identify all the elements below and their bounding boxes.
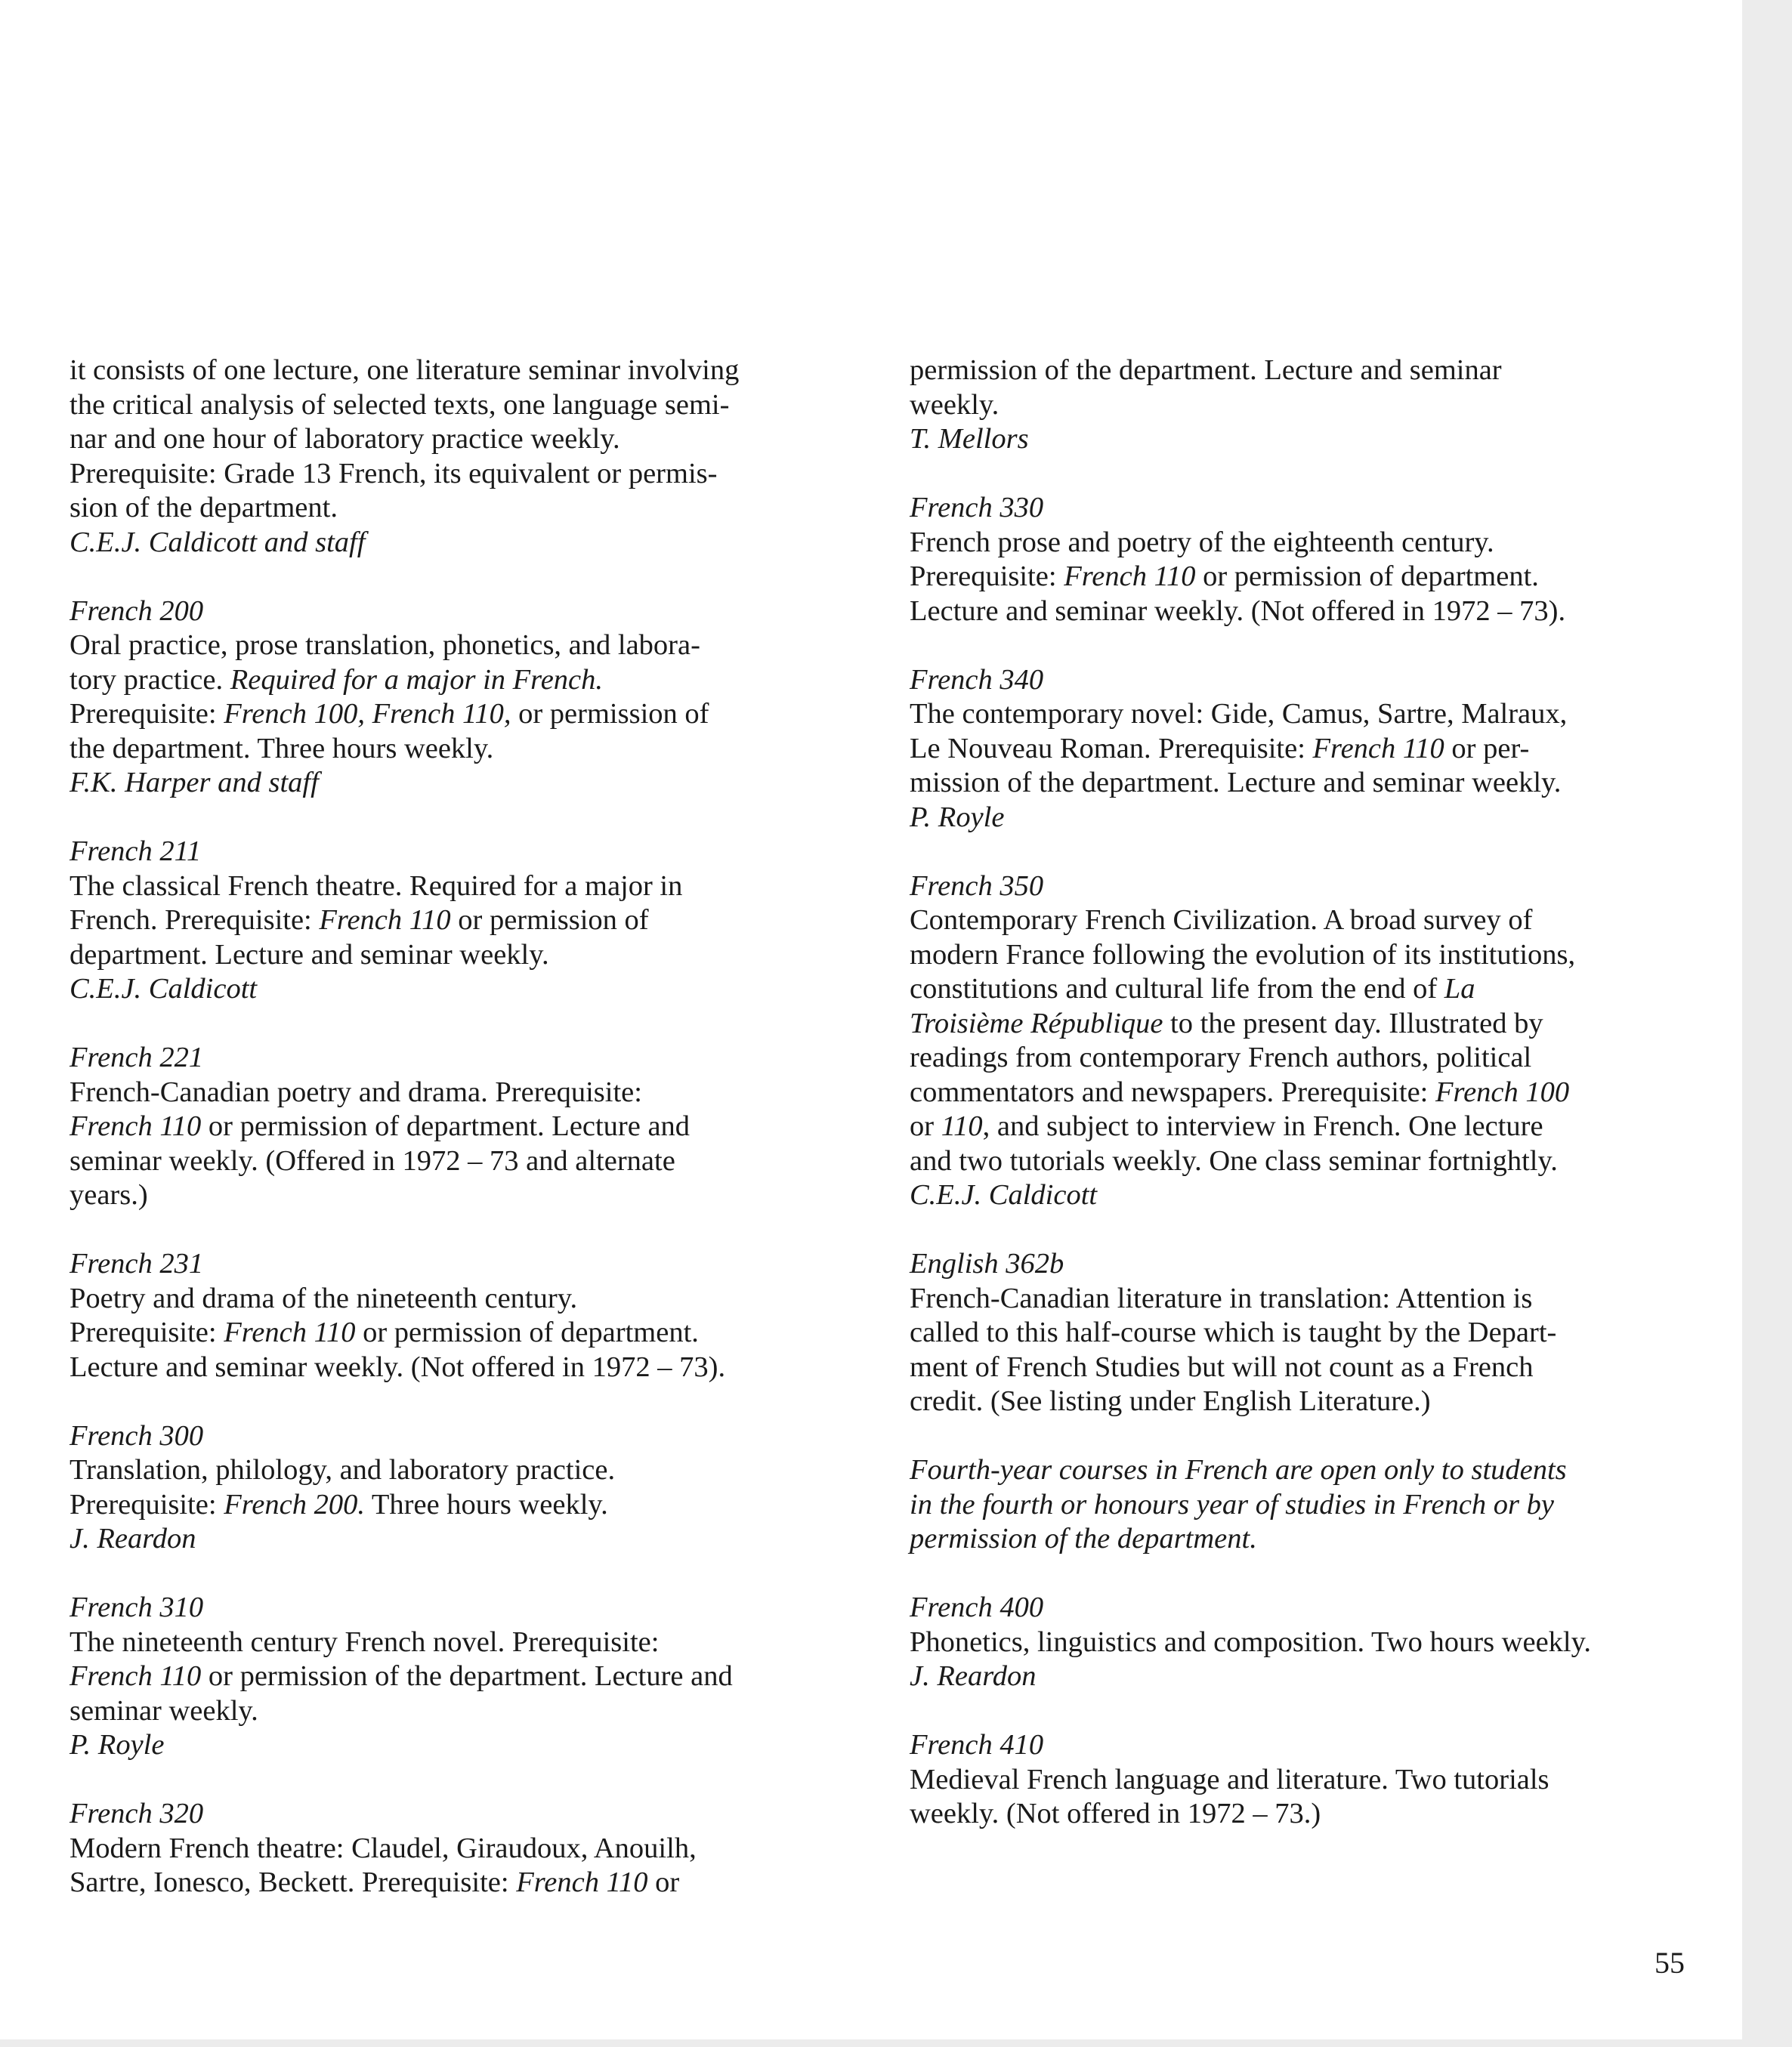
description-line: French-Canadian literature in translation: Attention is: [910, 1282, 1533, 1314]
description-line: French 110 or permission of department. Lecture and: [70, 1110, 691, 1142]
description-line: seminar weekly.: [70, 1694, 258, 1727]
description-line: readings from contemporary French authors, political: [910, 1042, 1532, 1073]
description-line: credit. (See listing under English Literature.): [910, 1385, 1431, 1417]
description-line: Translation, philology, and laboratory practice.: [70, 1454, 616, 1486]
description-line: Prerequisite: French 110 or permission of department.: [910, 560, 1539, 592]
course-entry-french-410: [910, 1728, 1704, 1832]
course-code: French 340: [910, 663, 1044, 696]
description-line: French-Canadian poetry and drama. Prerequisite:: [70, 1076, 642, 1108]
instructor-name: T. Mellors: [910, 423, 1029, 455]
description-line: Prerequisite: French 100, French 110, or permission of: [70, 698, 709, 730]
description-line: or 110, and subject to interview in French. One lecture: [910, 1110, 1543, 1142]
description-line: Contemporary French Civilization. A broad survey of: [910, 904, 1533, 936]
course-entry-english-362b: [910, 1247, 1704, 1419]
course-code: French 300: [70, 1419, 204, 1452]
course-entry-french-330: [910, 491, 1704, 628]
instructor-name: P. Royle: [70, 1729, 165, 1761]
description-line: The classical French theatre. Required for a major in: [70, 869, 683, 902]
right-column: [910, 354, 1704, 1832]
description-line: Prerequisite: French 200. Three hours weekly.: [70, 1488, 608, 1521]
description-line: and two tutorials weekly. One class seminar fortnightly.: [910, 1144, 1558, 1177]
description-line: it consists of one lecture, one literature seminar involving: [70, 354, 740, 386]
description-line: modern France following the evolution of its institutions,: [910, 938, 1576, 971]
course-entry-french-320: [70, 1797, 882, 1900]
description-line: tory practice. Required for a major in French.: [70, 663, 604, 696]
left-column: [70, 354, 882, 1900]
course-code: French 320: [70, 1798, 204, 1829]
instructor-name: J. Reardon: [70, 1523, 196, 1555]
course-entry-french-231: [70, 1247, 882, 1385]
course-code: French 211: [70, 835, 202, 867]
instructor-name: C.E.J. Caldicott and staff: [70, 526, 366, 558]
description-line: Lecture and seminar weekly. (Not offered in 1972 – 73).: [70, 1351, 726, 1383]
description-line: French 110 or permission of the department. Lecture and: [70, 1660, 733, 1692]
continued-entry: [70, 354, 882, 560]
course-entry-french-340: [910, 663, 1704, 835]
description-line: Medieval French language and literature. Two tutorials: [910, 1763, 1549, 1795]
description-line: commentators and newspapers. Prerequisite: French 100: [910, 1076, 1570, 1108]
description-line: Sartre, Ionesco, Beckett. Prerequisite: French 110 or: [70, 1866, 680, 1898]
description-line: ment of French Studies but will not count as a French: [910, 1351, 1534, 1383]
course-entry-french-310: [70, 1591, 882, 1763]
page-number: 55: [1655, 1946, 1685, 1980]
description-line: mission of the department. Lecture and seminar weekly.: [910, 767, 1562, 798]
description-line: Oral practice, prose translation, phonetics, and labora-: [70, 629, 700, 661]
description-line: the critical analysis of selected texts, one language semi-: [70, 388, 730, 421]
course-entry-french-211: [70, 835, 882, 1007]
notice-entry: [910, 1453, 1704, 1557]
description-line: Poetry and drama of the nineteenth century.: [70, 1282, 578, 1314]
notice-line: in the fourth or honours year of studies in French or by: [910, 1488, 1554, 1521]
course-code: French 200: [70, 594, 204, 627]
course-code: French 400: [910, 1592, 1044, 1623]
course-entry-french-350: [910, 869, 1704, 1213]
description-line: the department. Three hours weekly.: [70, 732, 494, 764]
course-entry-french-221: [70, 1041, 882, 1213]
course-code: French 310: [70, 1592, 204, 1623]
course-entry-french-400: [910, 1591, 1704, 1694]
course-code: French 410: [910, 1729, 1044, 1761]
description-line: French. Prerequisite: French 110 or permission of: [70, 904, 649, 936]
course-entry-french-200: [70, 594, 882, 801]
description-line: The contemporary novel: Gide, Camus, Sartre, Malraux,: [910, 698, 1568, 730]
description-line: nar and one hour of laboratory practice weekly.: [70, 423, 620, 455]
description-line: constitutions and cultural life from the end of La: [910, 973, 1475, 1005]
notice-line: permission of the department.: [910, 1523, 1257, 1555]
description-line: French prose and poetry of the eighteenth century.: [910, 526, 1494, 558]
instructor-name: C.E.J. Caldicott: [70, 973, 258, 1005]
instructor-name: J. Reardon: [910, 1660, 1037, 1692]
description-line: years.): [70, 1179, 148, 1211]
description-line: Modern French theatre: Claudel, Giraudoux, Anouilh,: [70, 1832, 697, 1864]
description-line: Phonetics, linguistics and composition. Two hours weekly.: [910, 1626, 1591, 1658]
description-line: Lecture and seminar weekly. (Not offered in 1972 – 73).: [910, 594, 1566, 627]
instructor-name: F.K. Harper and staff: [70, 767, 319, 798]
instructor-name: P. Royle: [910, 801, 1005, 833]
instructor-name: C.E.J. Caldicott: [910, 1179, 1098, 1211]
description-line: permission of the department. Lecture and seminar: [910, 354, 1502, 386]
course-code: French 221: [70, 1042, 204, 1073]
description-line: Prerequisite: Grade 13 French, its equivalent or permis-: [70, 457, 718, 489]
course-code: French 330: [910, 492, 1044, 523]
course-code: English 362b: [910, 1248, 1064, 1280]
description-line: Prerequisite: French 110 or permission of department.: [70, 1317, 699, 1348]
continued-entry: [910, 354, 1704, 457]
course-entry-french-300: [70, 1419, 882, 1557]
course-code: French 231: [70, 1248, 204, 1280]
description-line: called to this half-course which is taught by the Depart-: [910, 1317, 1557, 1348]
description-line: department. Lecture and seminar weekly.: [70, 938, 549, 971]
description-line: The nineteenth century French novel. Prerequisite:: [70, 1626, 660, 1658]
description-line: weekly. (Not offered in 1972 – 73.): [910, 1798, 1321, 1829]
notice-line: Fourth-year courses in French are open only to students: [910, 1454, 1567, 1486]
course-code: French 350: [910, 869, 1044, 902]
description-line: sion of the department.: [70, 492, 338, 523]
description-line: seminar weekly. (Offered in 1972 – 73 and alternate: [70, 1144, 675, 1177]
description-line: Troisième République to the present day. Illustrated by: [910, 1007, 1543, 1039]
description-line: Le Nouveau Roman. Prerequisite: French 110 or per-: [910, 732, 1530, 764]
description-line: weekly.: [910, 388, 1000, 421]
